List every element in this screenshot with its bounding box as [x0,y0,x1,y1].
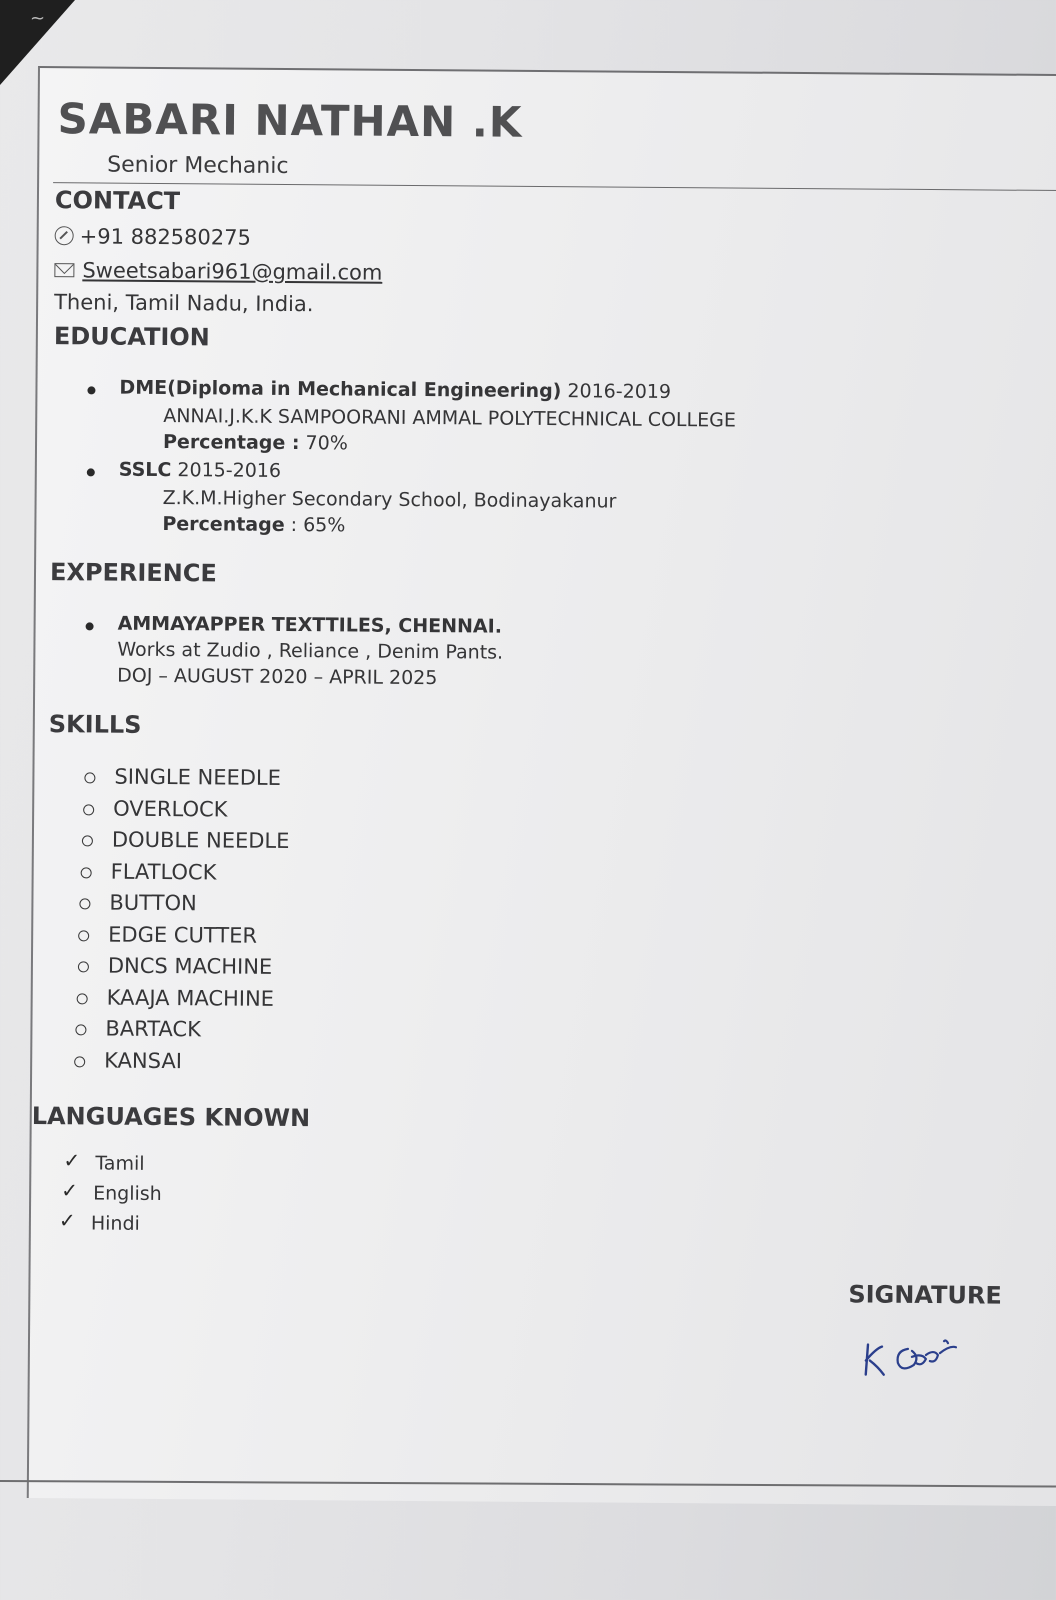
skill-item: DNCS MACHINE [107,953,273,979]
handwritten-signature [860,1326,970,1387]
bullet-icon [87,386,95,394]
skill-item: BARTACK [105,1016,202,1042]
header-divider [53,182,1056,191]
experience-doj: DOJ – AUGUST 2020 – APRIL 2025 [117,664,438,690]
check-icon: ✓ [63,1148,81,1173]
percentage-value: 70% [305,432,348,455]
circle-bullet-icon [78,930,89,941]
skill-item: FLATLOCK [110,859,217,884]
company-name: AMMAYAPPER TEXTTILES, CHENNAI. [117,612,503,638]
language-item: Hindi [90,1212,140,1235]
circle-bullet-icon [79,898,90,909]
phone-icon [55,226,74,245]
contact-phone [55,224,251,250]
skill-item: KANSAI [104,1048,183,1073]
language-item: English [93,1182,162,1206]
experience-detail: Works at Zudio , Reliance , Denim Pants. [117,638,504,664]
email-link[interactable]: Sweetsabari961@gmail.com [82,258,383,285]
degree-years: 2015-2016 [177,459,282,482]
percentage-label: Percentage [162,512,285,536]
institution-name: ANNAI.J.K.K SAMPOORANI AMMAL POLYTECHNICAL COLLEGE [163,404,736,432]
skill-item: EDGE CUTTER [108,922,258,948]
circle-bullet-icon [78,961,89,972]
degree-name: DME(Diploma in Mechanical Engineering) [119,376,562,403]
circle-bullet-icon [82,835,93,846]
circle-bullet-icon [77,993,88,1004]
language-item: Tamil [95,1152,145,1175]
education-item-1 [119,377,671,403]
phone-number: +91 882580275 [79,224,252,250]
experience-heading: EXPERIENCE [49,558,217,588]
education-heading: EDUCATION [53,322,210,352]
candidate-name: SABARI NATHAN .K [57,94,523,147]
circle-bullet-icon [84,772,95,783]
skill-item: OVERLOCK [113,796,228,822]
skill-item: SINGLE NEEDLE [114,764,282,790]
skill-item: DOUBLE NEEDLE [111,827,290,853]
languages-heading: LANGUAGES KNOWN [31,1101,311,1133]
circle-bullet-icon [81,867,92,878]
check-icon: ✓ [61,1178,79,1203]
check-icon: ✓ [58,1208,76,1233]
circle-bullet-icon [83,804,94,815]
resume-sheet [27,66,1056,1506]
degree-years: 2016-2019 [567,380,672,403]
institution-name: Z.K.M.Higher Secondary School, Bodinayakanur [162,486,617,513]
signature-label: SIGNATURE [848,1280,1002,1310]
percentage-line [163,431,348,454]
bullet-icon [86,622,94,630]
percentage-label: Percentage : [162,430,300,455]
percentage-line [162,513,345,536]
skill-item: BUTTON [109,890,197,916]
circle-bullet-icon [75,1024,86,1035]
mail-icon [54,263,74,277]
percentage-value: : 65% [290,513,346,537]
bullet-icon [87,468,95,476]
circle-bullet-icon [74,1056,85,1067]
degree-name: SSLC [118,458,172,482]
candidate-role: Senior Mechanic [107,152,289,179]
contact-email[interactable] [54,258,382,285]
contact-heading: CONTACT [54,186,181,216]
skills-heading: SKILLS [48,710,142,739]
corner-squiggle: ~ [30,8,46,29]
skill-item: KAAJA MACHINE [106,985,275,1011]
contact-location: Theni, Tamil Nadu, India. [54,290,314,317]
education-item-2 [119,459,281,482]
